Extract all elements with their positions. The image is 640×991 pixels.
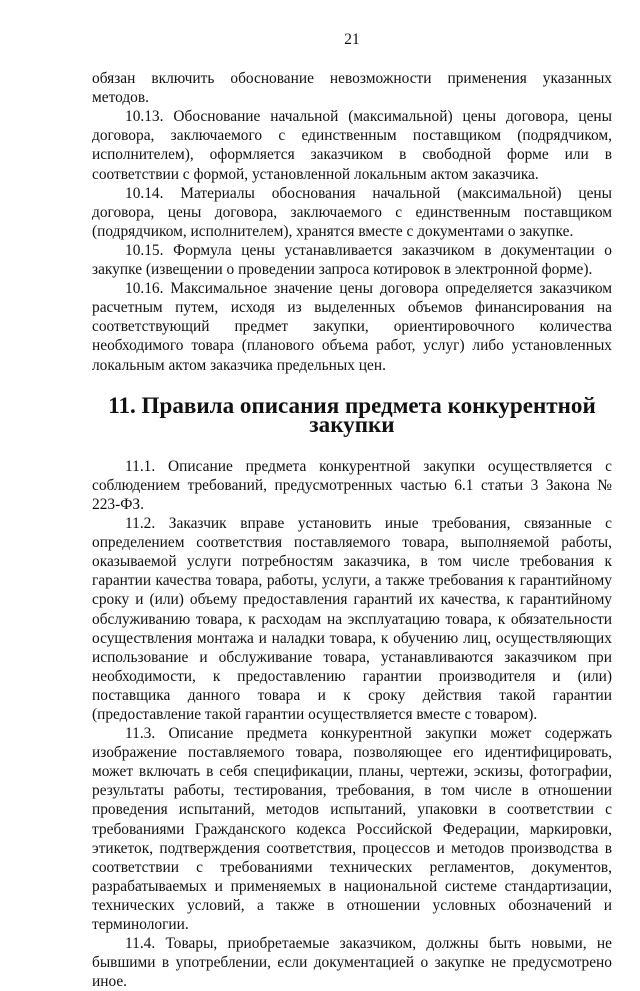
paragraph-continuation: обязан включить обоснование невозможности применения указанных методов.	[92, 70, 612, 107]
paragraph-10-14: 10.14. Материалы обоснования начальной (максимальной) цены договора, цены договора, заключаемого с единственным поставщиком (подрядчиком, исполнителем), хранятся вместе с документами о закупке.	[92, 184, 612, 240]
paragraph-11-3: 11.3. Описание предмета конкурентной закупки может содержать изображение поставляемого товара, позволяющее его идентифицировать, может включать в себя спецификации, планы, чертежи, эскизы, фотографии, результаты работы, тестирования, требования, в том числе в отношении проведения испытаний, методов испытаний, упаковки в соответствии с требованиями Гражданского кодекса Российской Федерации, маркировки, этикеток, подтверждения соответствия, процессов и методов производства в соответствии с требованиями технических регламентов, документов, разрабатываемых и применяемых в национальной системе стандартизации, технических условий, а также в отношении условных обозначений и терминологии.	[92, 725, 612, 934]
page-number: 21	[344, 31, 360, 48]
document-page	[92, 30, 612, 991]
paragraph-10-15: 10.15. Формула цены устанавливается заказчиком в документации о закупке (извещении о проведении запроса котировок в электронной форме).	[92, 241, 612, 279]
section-heading: 11. Правила описания предмета конкурентной закупки	[108, 391, 596, 437]
paragraph-11-2: 11.2. Заказчик вправе установить иные требования, связанные с определением соответствия поставляемого товара, выполняемой работы, оказываемой услуги потребностям заказчика, в том числе требования к гарантии качества товара, работы, услуги, а также требования к гарантийному сроку и (или) объему предоставления гарантий их качества, к гарантийному обслуживанию товара, к расходам на эксплуатацию товара, к обязательности осуществления монтажа и наладки товара, к обучению лиц, осуществляющих использование и обслуживание товара, устанавливаются заказчиком при необходимости, к предоставлению гарантии производителя и (или) поставщика данного товара и к сроку действия такой гарантии (предоставление такой гарантии осуществляется вместе с товаром).	[92, 515, 612, 723]
paragraph-10-13: 10.13. Обоснование начальной (максимальной) цены договора, цены договора, заключаемого с единственным поставщиком (подрядчиком, исполнителем), оформляется заказчиком в свободной форме или в соответствии с формой, установленной локальным актом заказчика.	[92, 108, 612, 183]
paragraph-11-1: 11.1. Описание предмета конкурентной закупки осуществляется с соблюдением требований, предусмотренных частью 6.1 статьи 3 Закона № 223-ФЗ.	[92, 457, 612, 513]
paragraph-11-4: 11.4. Товары, приобретаемые заказчиком, должны быть новыми, не бывшими в употреблении, если документацией о закупке не предусмотрено иное.	[92, 935, 612, 991]
paragraph-10-16: 10.16. Максимальное значение цены договора определяется заказчиком расчетным путем, исходя из выделенных объемов финансирования на соответствующий предмет закупки, ориентировочного количества необходимого товара (планового объема работ, услуг) либо установленных локальным актом заказчика предельных цен.	[92, 280, 612, 374]
